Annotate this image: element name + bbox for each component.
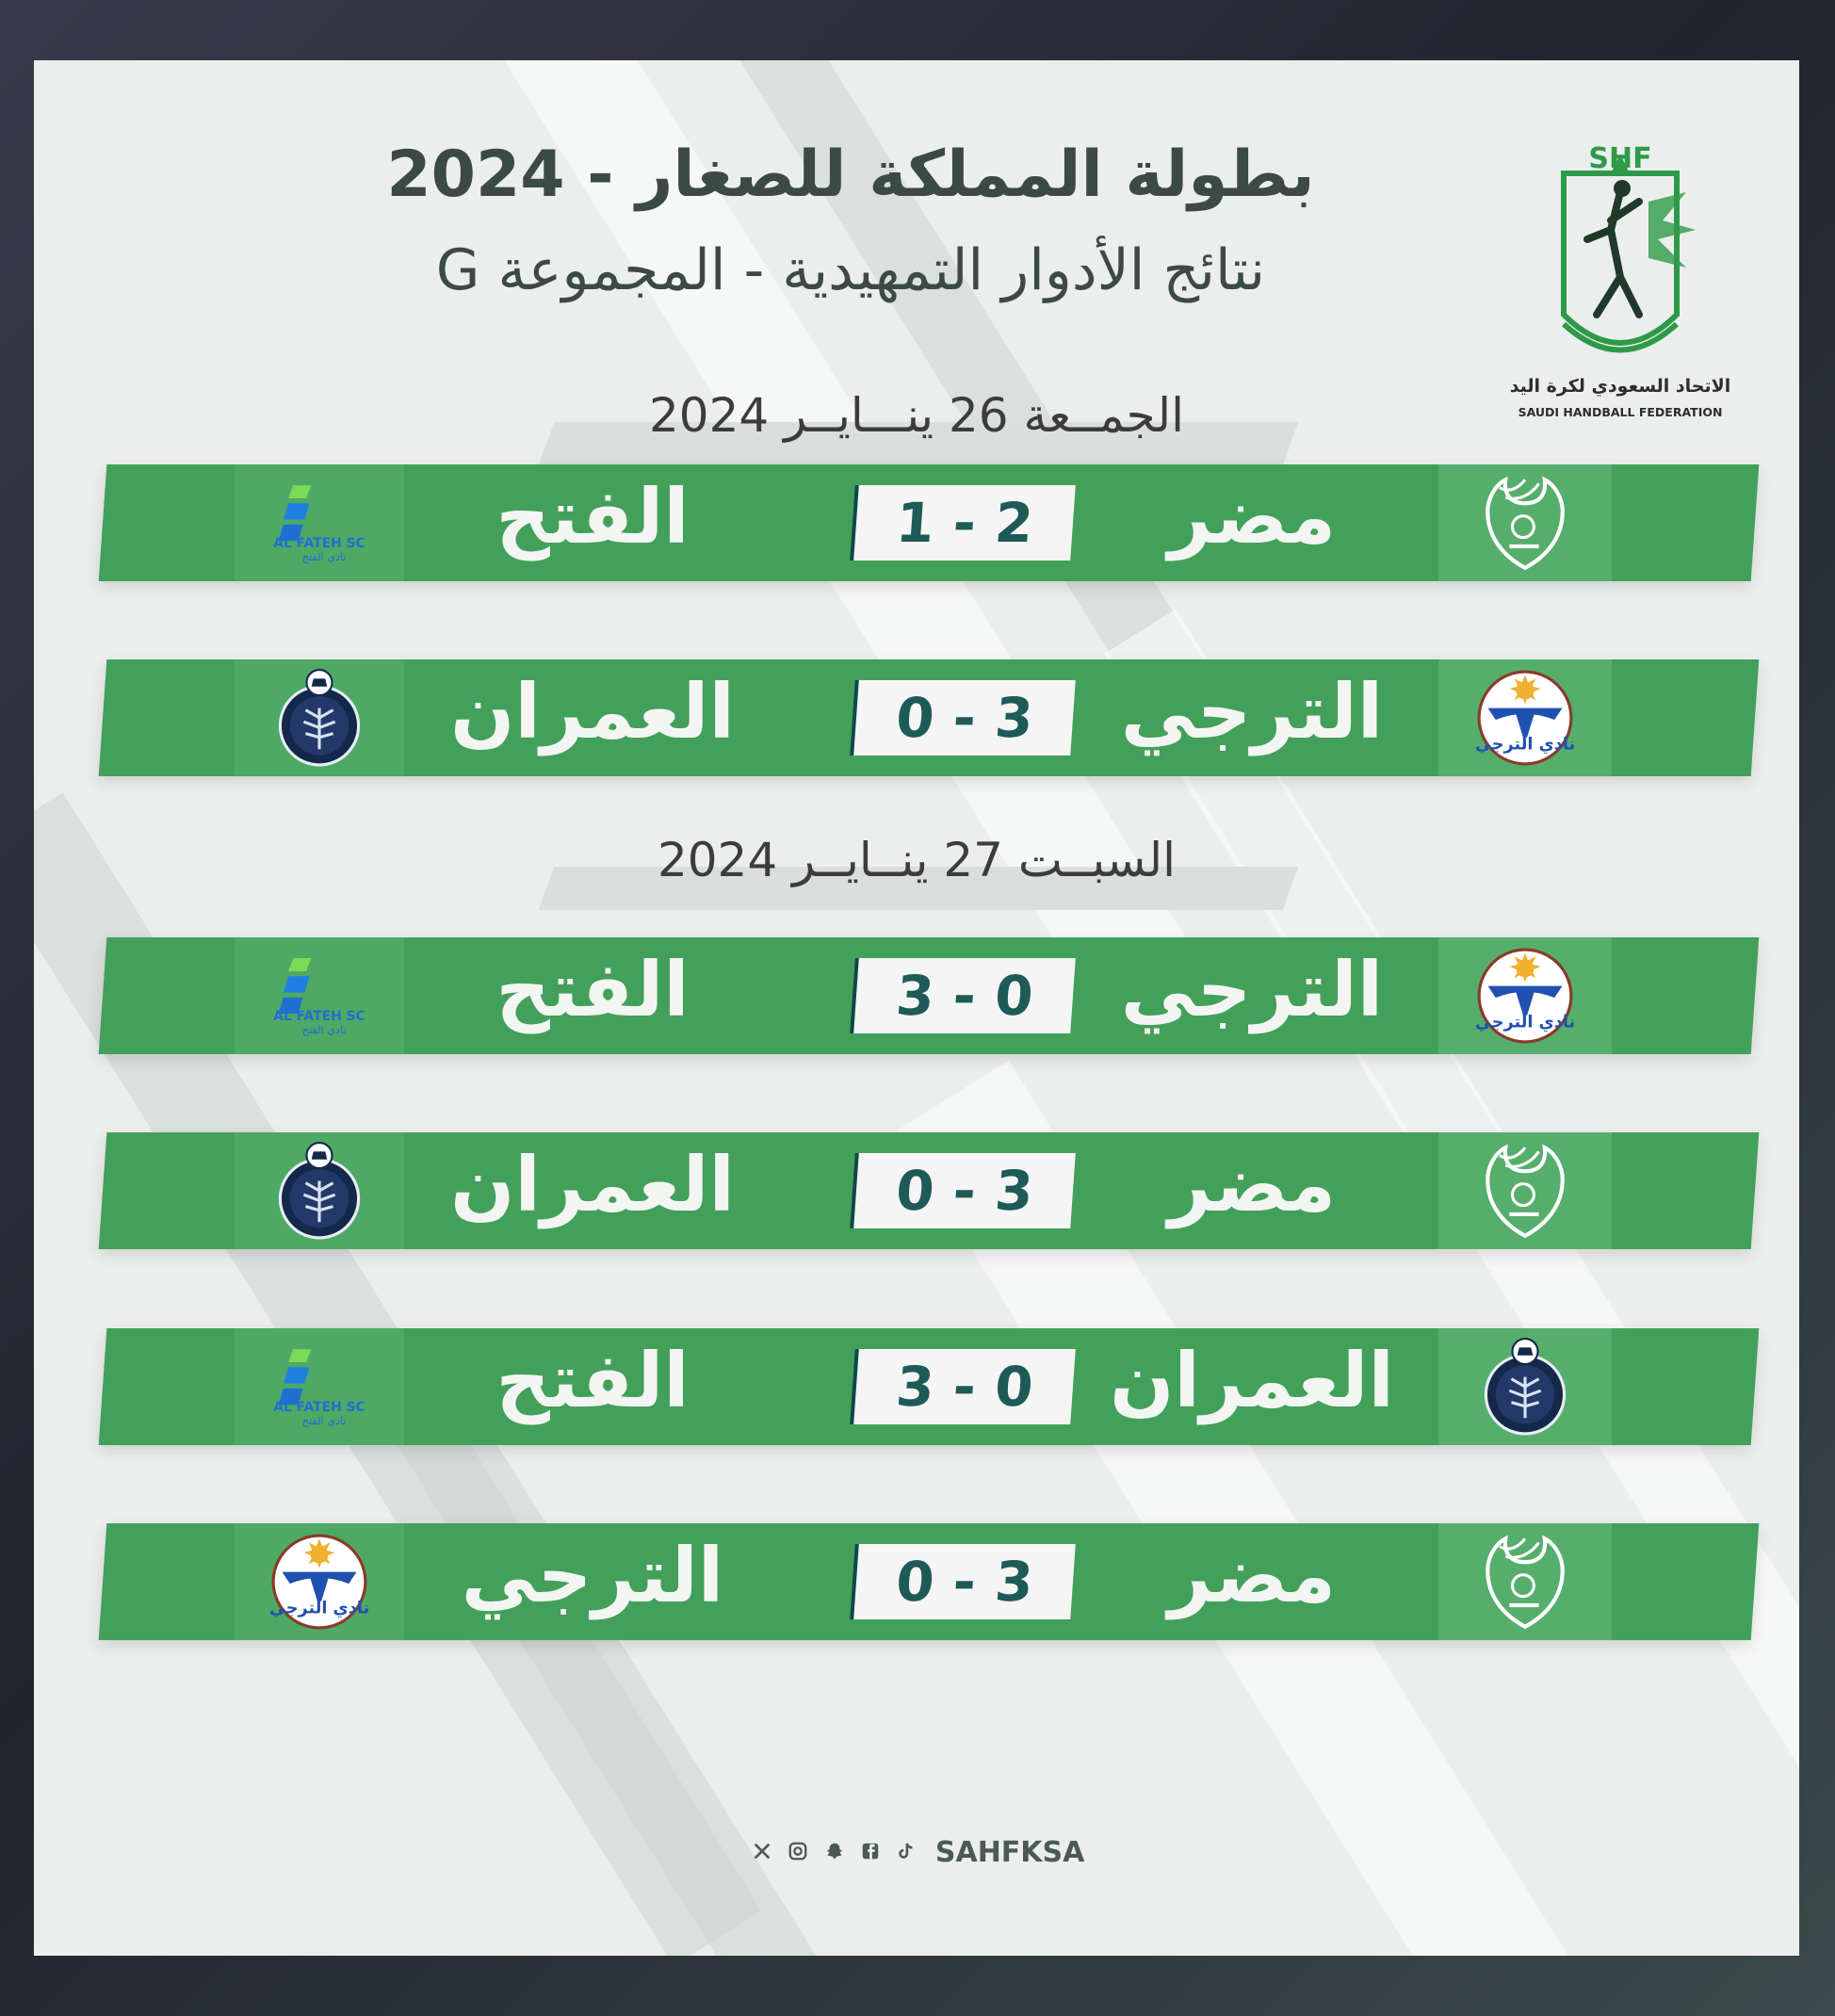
match-row <box>103 1132 1755 1249</box>
social-handle[interactable]: SAHFKSA <box>934 1836 1085 1869</box>
match-score: 0 - 3 <box>853 1153 1076 1228</box>
home-team: مضر <box>1167 1141 1337 1228</box>
federation-name-en: SAUDI HANDBALL FEDERATION <box>1518 405 1723 419</box>
al-omran-logo <box>270 669 368 767</box>
match-score: 0 - 3 <box>853 1544 1076 1619</box>
results-panel <box>34 60 1799 1956</box>
al-taraji-logo <box>1476 947 1574 1045</box>
match-score: 0 - 3 <box>853 680 1076 756</box>
home-team: العمران <box>1110 1337 1394 1424</box>
al-omran-logo <box>1476 1338 1574 1436</box>
shf-acronym: SHF <box>1588 142 1652 175</box>
match-row <box>103 937 1755 1054</box>
match-row <box>103 659 1755 776</box>
home-team: الترجي <box>1120 668 1384 756</box>
al-taraji-logo <box>270 1533 368 1631</box>
away-team: العمران <box>450 1141 735 1228</box>
away-team: الفتح <box>495 1337 690 1424</box>
tiktok-icon[interactable] <box>893 1836 919 1869</box>
mudar-logo <box>1476 1533 1574 1631</box>
match-row <box>103 1328 1755 1445</box>
match-score: 3 - 0 <box>853 958 1076 1033</box>
al-omran-logo <box>270 1142 368 1240</box>
snapchat-icon[interactable] <box>821 1836 848 1869</box>
match-score: 1 - 2 <box>853 485 1076 561</box>
al-fateh-logo <box>270 947 368 1045</box>
instagram-icon[interactable] <box>785 1836 811 1869</box>
match-row <box>103 1523 1755 1640</box>
page-title: بطولة المملكة للصغار - 2024 <box>386 138 1315 212</box>
away-team: الفتح <box>495 946 690 1033</box>
date-label: الجمــعة 26 ينـــايــر 2024 <box>648 388 1185 443</box>
home-team: الترجي <box>1120 946 1384 1033</box>
mudar-logo <box>1476 1142 1574 1240</box>
al-taraji-logo <box>1476 669 1574 767</box>
away-team: الترجي <box>461 1532 724 1619</box>
page-subtitle: نتائج الأدوار التمهيدية - المجموعة G <box>435 237 1266 303</box>
date-label: السبــت 27 ينــايــر 2024 <box>657 833 1177 887</box>
match-score: 3 - 0 <box>853 1349 1076 1424</box>
home-team: مضر <box>1167 1532 1337 1619</box>
facebook-icon[interactable] <box>857 1836 884 1869</box>
al-fateh-logo <box>270 1338 368 1436</box>
away-team: الفتح <box>495 473 690 561</box>
home-team: مضر <box>1167 473 1337 561</box>
federation-name-ar: الاتحاد السعودي لكرة اليد <box>1509 376 1731 397</box>
away-team: العمران <box>450 668 735 756</box>
mudar-logo <box>1476 474 1574 572</box>
x-icon[interactable] <box>749 1836 775 1869</box>
social-footer <box>34 1835 1799 1869</box>
al-fateh-logo <box>270 474 368 572</box>
match-row <box>103 464 1755 581</box>
